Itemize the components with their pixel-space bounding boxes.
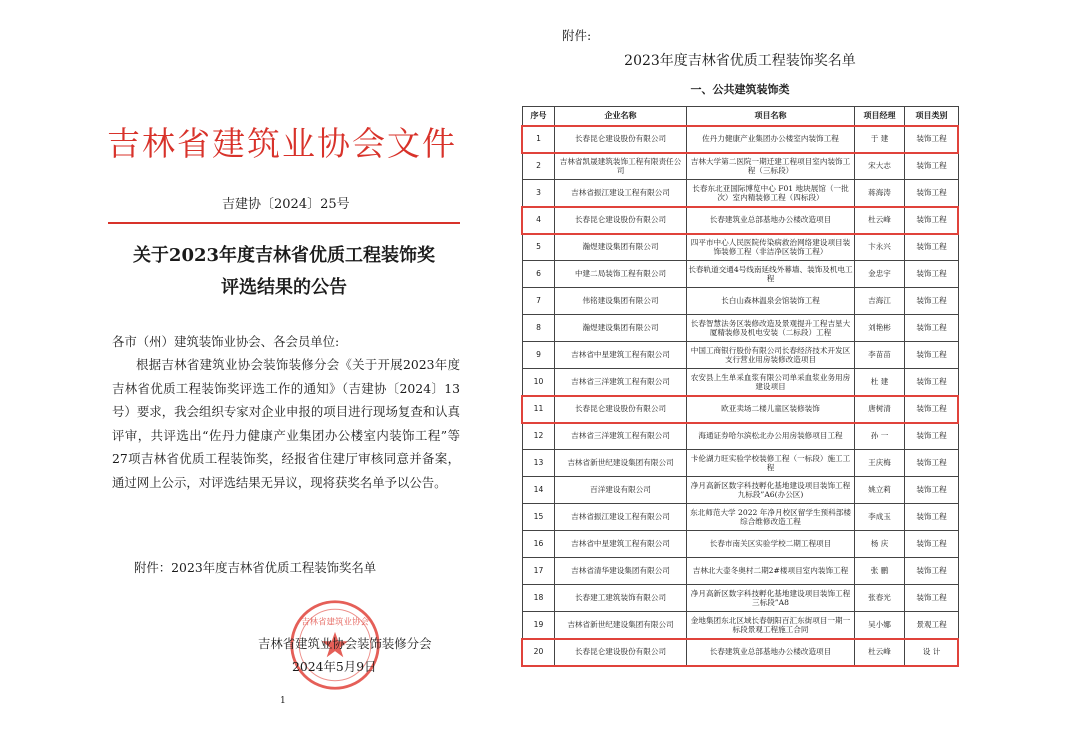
cell-project: 佐丹力健康产业集团办公楼室内装饰工程 xyxy=(687,126,855,153)
cell-company: 吉林省三洋建筑工程有限公司 xyxy=(555,423,687,450)
cell-project: 金地集团东北区域长春朝阳百汇东街项目一期一标段景观工程施工合同 xyxy=(687,612,855,639)
salutation: 各市（州）建筑装饰业协会、各会员单位: xyxy=(112,334,340,349)
cell-company: 瀚煜建设集团有限公司 xyxy=(555,234,687,261)
cell-project: 农安县上生单采血浆有限公司单采血浆业务用房建设项目 xyxy=(687,369,855,396)
cell-manager: 刘艳彬 xyxy=(855,315,905,342)
table-row xyxy=(523,423,959,450)
cell-company: 长春昆仑建设股份有限公司 xyxy=(555,126,687,153)
cell-company: 百洋建设有限公司 xyxy=(555,477,687,504)
cell-index: 20 xyxy=(523,639,555,666)
cell-category: 装饰工程 xyxy=(905,126,959,153)
cell-category: 装饰工程 xyxy=(905,180,959,207)
cell-index: 14 xyxy=(523,477,555,504)
seal-text: 吉林省建筑业协会 xyxy=(301,616,369,627)
cell-category: 装饰工程 xyxy=(905,585,959,612)
cell-manager: 蒋海涛 xyxy=(855,180,905,207)
cell-company: 吉林省新世纪建设集团有限公司 xyxy=(555,612,687,639)
col-header-manager: 项目经理 xyxy=(855,107,905,126)
table-row xyxy=(523,207,959,234)
cell-index: 12 xyxy=(523,423,555,450)
cell-project: 长春建筑业总部基地办公楼改造项目 xyxy=(687,639,855,666)
cell-project: 长春建筑业总部基地办公楼改造项目 xyxy=(687,207,855,234)
cell-company: 中建二局装饰工程有限公司 xyxy=(555,261,687,288)
cell-company: 吉林省中星建筑工程有限公司 xyxy=(555,342,687,369)
col-header-company: 企业名称 xyxy=(555,107,687,126)
cell-index: 18 xyxy=(523,585,555,612)
cell-index: 2 xyxy=(523,153,555,180)
list-subtitle: 一、公共建筑装饰类 xyxy=(690,83,790,96)
cell-project: 中国工商银行股份有限公司长春经济技术开发区支行营业用房装修改造项目 xyxy=(687,342,855,369)
cell-manager: 张 鹏 xyxy=(855,558,905,585)
title-line-2: 评选结果的公告 xyxy=(221,277,347,298)
cell-index: 6 xyxy=(523,261,555,288)
table-row xyxy=(523,342,959,369)
cell-project: 净月高新区数字科技孵化基地建设项目装饰工程九标段”A6(办公区) xyxy=(687,477,855,504)
cell-index: 17 xyxy=(523,558,555,585)
cell-project: 长春智慧法务区装修改造及景观提升工程吉星大厦精装修及机电安装（二标段）工程 xyxy=(687,315,855,342)
cell-manager: 王庆梅 xyxy=(855,450,905,477)
cell-index: 10 xyxy=(523,369,555,396)
cell-company: 吉林省中星建筑工程有限公司 xyxy=(555,531,687,558)
cell-index: 13 xyxy=(523,450,555,477)
awards-table xyxy=(522,106,959,666)
cell-index: 3 xyxy=(523,180,555,207)
issue-date: 2024年5月9日 xyxy=(292,659,377,674)
cell-company: 长春昆仑建设股份有限公司 xyxy=(555,396,687,423)
cell-category: 装饰工程 xyxy=(905,369,959,396)
cell-manager: 杜云峰 xyxy=(855,207,905,234)
cell-category: 设 计 xyxy=(905,639,959,666)
document-number: 吉建协〔2024〕25号 xyxy=(222,197,350,212)
issuer-signature: 吉林省建筑业协会装饰装修分会 xyxy=(258,636,432,651)
table-row xyxy=(523,126,959,153)
cell-company: 吉林省三洋建筑工程有限公司 xyxy=(555,369,687,396)
cell-manager: 张春光 xyxy=(855,585,905,612)
title-line-1: 关于2023年度吉林省优质工程装饰奖 xyxy=(132,245,436,266)
cell-company: 吉林省振江建设工程有限公司 xyxy=(555,180,687,207)
cell-company: 吉林省凯晟建筑装饰工程有限责任公司 xyxy=(555,153,687,180)
cell-manager: 吉海江 xyxy=(855,288,905,315)
cell-manager: 于 建 xyxy=(855,126,905,153)
cell-category: 装饰工程 xyxy=(905,531,959,558)
cell-company: 长春建工建筑装饰有限公司 xyxy=(555,585,687,612)
cell-project: 净月高新区数字科技孵化基地建设项目装饰工程三标段”A8 xyxy=(687,585,855,612)
cell-project: 欧亚卖场二楼儿童区装修装饰 xyxy=(687,396,855,423)
cell-manager: 唐树清 xyxy=(855,396,905,423)
table-row xyxy=(523,477,959,504)
table-row xyxy=(523,153,959,180)
table-row xyxy=(523,585,959,612)
cell-manager: 宋大志 xyxy=(855,153,905,180)
cell-index: 16 xyxy=(523,531,555,558)
cell-category: 装饰工程 xyxy=(905,504,959,531)
list-title: 2023年度吉林省优质工程装饰奖名单 xyxy=(624,53,856,69)
cell-project: 卡伦湖力旺实验学校装修工程（一标段）施工工程 xyxy=(687,450,855,477)
col-header-index: 序号 xyxy=(523,107,555,126)
cell-project: 四平市中心人民医院传染病救治网络建设项目装饰装修工程（非洁净区装饰工程） xyxy=(687,234,855,261)
cell-index: 1 xyxy=(523,126,555,153)
cell-project: 吉林大学第二医院一期迁建工程项目室内装饰工程（三标段） xyxy=(687,153,855,180)
cell-index: 8 xyxy=(523,315,555,342)
table-row xyxy=(523,261,959,288)
cell-manager: 孙 一 xyxy=(855,423,905,450)
cell-project: 长春轨道交通4号线南延线外幕墙、装饰及机电工程 xyxy=(687,261,855,288)
cell-manager: 金忠宇 xyxy=(855,261,905,288)
table-row xyxy=(523,315,959,342)
cell-manager: 姚立莉 xyxy=(855,477,905,504)
cell-company: 吉林省振江建设工程有限公司 xyxy=(555,504,687,531)
cell-category: 装饰工程 xyxy=(905,342,959,369)
cell-index: 7 xyxy=(523,288,555,315)
header-divider xyxy=(108,222,460,224)
cell-manager: 李成玉 xyxy=(855,504,905,531)
cell-index: 9 xyxy=(523,342,555,369)
announcement-title xyxy=(108,240,460,304)
cell-manager: 卞永兴 xyxy=(855,234,905,261)
cell-index: 19 xyxy=(523,612,555,639)
cell-project: 长春市南关区实验学校二期工程项目 xyxy=(687,531,855,558)
cell-category: 装饰工程 xyxy=(905,153,959,180)
table-row xyxy=(523,450,959,477)
cell-category: 装饰工程 xyxy=(905,396,959,423)
table-row xyxy=(523,558,959,585)
table-row xyxy=(523,504,959,531)
document-header: 吉林省建筑业协会文件 xyxy=(107,124,457,163)
table-row xyxy=(523,234,959,261)
cell-index: 4 xyxy=(523,207,555,234)
cell-category: 装饰工程 xyxy=(905,288,959,315)
table-header-row xyxy=(523,107,959,126)
cell-manager: 吴小娜 xyxy=(855,612,905,639)
cell-company: 吉林省清华建设集团有限公司 xyxy=(555,558,687,585)
cell-manager: 杜云峰 xyxy=(855,639,905,666)
table-row xyxy=(523,612,959,639)
cell-project: 吉林北大壶冬奥村二期2#楼项目室内装饰工程 xyxy=(687,558,855,585)
col-header-category: 项目类别 xyxy=(905,107,959,126)
attachment-label: 附件: xyxy=(562,28,592,43)
cell-project: 海通证券哈尔滨松北办公用房装修项目工程 xyxy=(687,423,855,450)
table-row xyxy=(523,369,959,396)
cell-category: 装饰工程 xyxy=(905,477,959,504)
cell-category: 装饰工程 xyxy=(905,207,959,234)
announcement-body: 根据吉林省建筑业协会装饰装修分会《关于开展2023年度吉林省优质工程装饰奖评选工作的通知》（吉建协〔2024〕13号）要求，我会组织专家对企业申报的项目进行现场复查和认真评审，共评选出“佐丹力健康产业集团办公楼室内装饰工程”等27项吉林省优质工程装饰奖，经报省住建厅审核同意并备案，通过网上公示，对评选结果无异议，现将获奖名单予以公告。 xyxy=(112,357,460,490)
cell-index: 15 xyxy=(523,504,555,531)
table-row xyxy=(523,396,959,423)
cell-category: 装饰工程 xyxy=(905,450,959,477)
cell-company: 长春昆仑建设股份有限公司 xyxy=(555,639,687,666)
cell-category: 装饰工程 xyxy=(905,315,959,342)
cell-category: 装饰工程 xyxy=(905,423,959,450)
col-header-project: 项目名称 xyxy=(687,107,855,126)
cell-category: 装饰工程 xyxy=(905,261,959,288)
cell-category: 装饰工程 xyxy=(905,558,959,585)
cell-project: 长白山森林温泉会馆装饰工程 xyxy=(687,288,855,315)
cell-manager: 杜 建 xyxy=(855,369,905,396)
cell-project: 东北师范大学 2022 年净月校区留学生预科部楼综合维修改造工程 xyxy=(687,504,855,531)
table-row xyxy=(523,288,959,315)
table-row xyxy=(523,639,959,666)
cell-index: 11 xyxy=(523,396,555,423)
cell-category: 景观工程 xyxy=(905,612,959,639)
cell-category: 装饰工程 xyxy=(905,234,959,261)
cell-project: 长春东北亚国际博览中心 F01 地块展馆（一批次）室内精装修工程（四标段） xyxy=(687,180,855,207)
attachment-note: 附件：2023年度吉林省优质工程装饰奖名单 xyxy=(134,560,377,575)
cell-company: 瀚煜建设集团有限公司 xyxy=(555,315,687,342)
cell-manager: 李苗苗 xyxy=(855,342,905,369)
cell-company: 长春昆仑建设股份有限公司 xyxy=(555,207,687,234)
cell-company: 伟铭建设集团有限公司 xyxy=(555,288,687,315)
cell-company: 吉林省新世纪建设集团有限公司 xyxy=(555,450,687,477)
page-number: 1 xyxy=(280,696,286,706)
cell-manager: 杨 庆 xyxy=(855,531,905,558)
table-row xyxy=(523,180,959,207)
table-row xyxy=(523,531,959,558)
cell-index: 5 xyxy=(523,234,555,261)
